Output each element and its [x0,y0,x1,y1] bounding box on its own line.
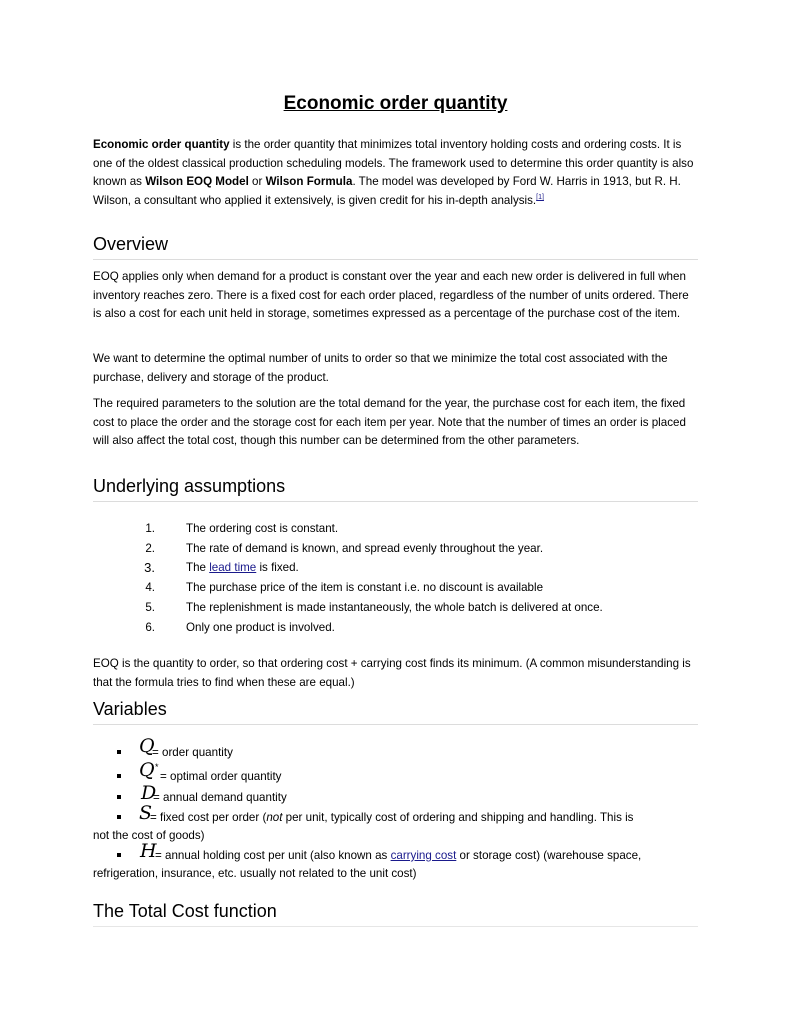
reference-link-1[interactable]: [1] [536,194,544,202]
variable-symbol: Q [139,759,155,781]
list-item-number: 6. [145,621,155,634]
list-item-text: Only one product is involved. [186,621,335,634]
variable-description [155,847,641,866]
intro-text-1: is the order quantity that minimizes total inventory holding costs and ordering costs. It is one of the oldest classical production scheduling models. The framework used to determine this order quantity is also known as [93,138,694,189]
intro-term: Economic order quantity [93,138,230,151]
variable-description-post: or storage cost) (warehouse space, [456,849,642,862]
variable-description-emphasis: not [266,811,283,824]
list-item-number: 1. [145,522,155,535]
list-item [93,618,698,638]
list-item-number: 2. [145,542,155,555]
list-item-text: The rate of demand is known, and spread evenly throughout the year. [186,542,544,555]
page-title: Economic order quantity [283,93,508,114]
assumptions-heading: Underlying assumptions [93,475,698,502]
overview-paragraph-1: EOQ applies only when demand for a product is constant over the year and each new order is delivered in full when inventory reaches zero. There is a fixed cost for each order placed, regardless of the number of units ordered. There is also a cost for each unit held in storage, sometimes expressed as a percentage of the purchase cost of the item. [93,270,689,321]
variable-description: = annual demand quantity [153,791,287,804]
intro-text-2: . The model was developed by Ford W. Harris in 1913, but R. H. Wilson, a consultant who applied it extensively, is given credit for his in-depth analysis. [93,175,681,208]
list-item-text: The replenishment is made instantaneously, the whole batch is delivered at once. [186,601,603,614]
bullet-icon [117,853,121,857]
lead-time-link[interactable]: lead time [209,561,257,574]
variable-symbol: D [141,782,157,804]
variable-item-q-star [93,759,698,787]
list-item-text: The purchase price of the item is constant i.e. no discount is available [186,581,544,594]
variable-symbol: Q [139,735,155,757]
variable-description-continued: not the cost of goods) [93,829,205,842]
total-cost-heading: The Total Cost function [93,900,698,927]
list-item-text-pre: The [186,561,210,574]
variable-description-pre: = fixed cost per order ( [150,811,267,824]
variable-item-d [93,782,698,808]
list-item-text: The ordering cost is constant. [186,522,339,535]
list-item [93,598,698,618]
variable-description [150,809,633,828]
bullet-icon [117,795,121,799]
wilson-formula: Wilson Formula [265,175,353,189]
assumptions-summary: EOQ is the quantity to order, so that ordering cost + carrying cost finds its minimum. (A common misunderstanding is that the formula tries to find when these are equal.) [93,657,691,689]
variable-item-q [93,735,698,763]
overview-paragraph-2: We want to determine the optimal number of units to order so that we minimize the total cost associated with the purchase, delivery and storage of the product. [93,352,668,384]
variable-symbol: H [140,840,157,862]
bullet-icon [117,815,121,819]
list-item [93,558,698,578]
intro-or: or [248,175,266,189]
variable-description: = optimal order quantity [160,770,282,783]
list-item-number: 5. [145,601,155,614]
intro-paragraph [93,136,695,211]
overview-heading: Overview [93,233,698,260]
list-item [93,539,698,559]
list-item-text-post: is fixed. [256,561,299,574]
variable-description-post: per unit, typically cost of ordering and shipping and handling. This is [282,811,634,824]
variable-item-h [93,840,698,884]
overview-paragraph-3: The required parameters to the solution are the total demand for the year, the purchase cost for each item, the fixed cost to place the order and the storage cost for each item per year. Note that the number of times an order is placed will also affect the total cost, though this number can be determined from the other parameters. [93,397,686,448]
list-item-number: 3. [144,560,155,575]
bullet-icon [117,750,121,754]
list-item-text [186,558,299,578]
list-item-number: 4. [145,581,155,594]
variable-item-s [93,802,698,846]
variables-heading: Variables [93,698,698,725]
bullet-icon [117,774,121,778]
variable-symbol: S [139,802,153,824]
variable-superscript: * [155,762,159,772]
variable-description-continued: refrigeration, insurance, etc. usually not related to the unit cost) [93,867,417,880]
list-item [93,578,698,598]
carrying-cost-link[interactable]: carrying cost [390,849,457,862]
list-item [93,519,698,539]
variable-description-pre: = annual holding cost per unit (also known as [155,849,391,862]
wilson-eoq-model: Wilson EOQ Model [145,175,249,189]
variable-description: = order quantity [152,746,233,759]
